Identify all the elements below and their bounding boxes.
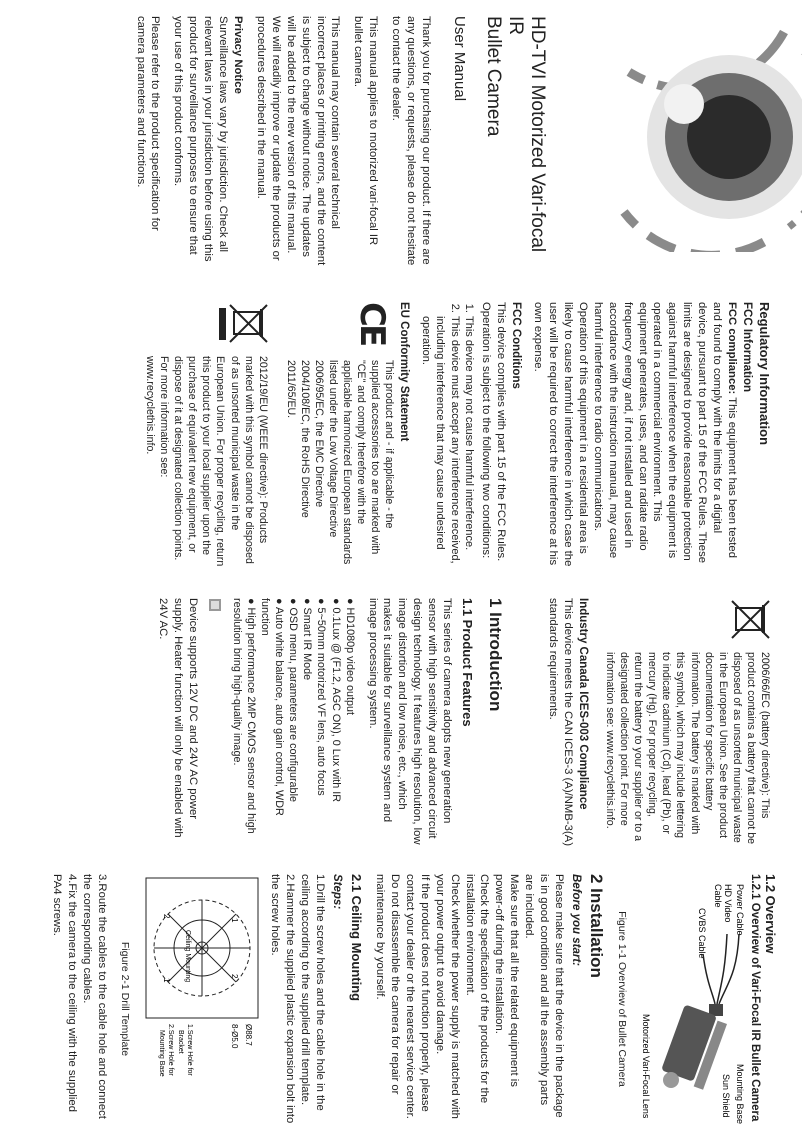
cover-column	[0, 0, 802, 283]
lens-label: Motorized Vari-Focal Lens	[641, 1014, 651, 1119]
ceiling-mounting-title: 2.1 Ceiling Mounting	[349, 874, 365, 1002]
install-item: If the product does not function properly, please contact your dealer or the nearest service center. Do not disassemble the camera for repair or maintenance by yourself.	[374, 874, 431, 1119]
regulatory-column	[0, 290, 802, 578]
privacy-title	[230, 16, 245, 269]
install-item: Make sure that all the related equipment is power-off during the installation.	[493, 874, 521, 1087]
drill-template-diagram	[140, 874, 260, 1124]
power-cable-label: Power Cable	[735, 884, 745, 936]
step-item: 3.Route the cables to the cable hole and connect the corresponding cables.	[80, 874, 108, 1119]
title-line-1: HD-TVI Motorized Vari-focal IR	[505, 16, 548, 253]
mounting-base-label: Mounting Base	[735, 1064, 745, 1124]
intro-column	[0, 586, 802, 854]
step-item: 4.Fix the camera to the ceiling with the supplied PA4 screws.	[50, 874, 78, 1112]
eu-conformity-title: EU Conformity Statement	[398, 302, 411, 442]
thanks-paragraph: Thank you for purchasing our product. If there are any questions, or requests, please do not hesitate to contact the dealer.	[390, 16, 432, 266]
battery-row	[595, 598, 772, 846]
camera-lens-graphic	[604, 12, 802, 252]
lens-highlight	[664, 84, 704, 124]
regulatory-title: Regulatory Information	[757, 302, 772, 446]
introduction-title: 1 Introduction	[486, 598, 506, 712]
cable-label: Cable	[713, 884, 723, 908]
fcc-conditions-list	[419, 302, 477, 568]
list-item: ● 5~50mm motorized VF lens, auto focus	[314, 598, 328, 846]
crossed-bin-icon	[720, 598, 772, 642]
ce-mark-icon: CE	[352, 302, 393, 345]
camera-overview-diagram	[637, 874, 747, 1124]
install-item: Check the specification of the products for the installation environment.	[463, 874, 491, 1104]
steps-label: Steps:	[331, 874, 344, 910]
step-item: 2.Hammer the supplied plastic expansion bolt into the screw holes.	[269, 874, 297, 1124]
power-supply-text: Device supports 12V DC and 24V AC power supply. Heater function will only be enabled with 24V AC.	[156, 598, 199, 838]
hole-number: 2	[161, 914, 171, 919]
installation-title: 2 Installation	[587, 874, 606, 978]
figure-2-caption: Figure 2-1 Drill Template	[118, 941, 131, 1057]
install-item: Check whether the power supply is matched with your power output to avoid damage.	[433, 874, 461, 1119]
industry-canada-text: This device meets the CAN ICES-3 (A)/NMB-3(A) standards requirements.	[546, 598, 574, 846]
install-item: Please make sure that the device in the package is in good condition and all the assembly parts are included.	[523, 874, 565, 1118]
legend-1b: Bracket	[176, 1030, 184, 1054]
battery-directive-text: 2006/66/EC (battery directive): This product contains a battery that cannot be disposed of as unsorted municipal waste in the European Union. See the product documentation for specific battery information. The battery is marked with this symbol, which may include lettering to indicate cadmium (Cd), lead (Pb), or mercury (Hg). For proper recycling, return the battery to your supplier or to a designated collection point. For more information see: www.recyclethis.info.	[603, 652, 771, 844]
figure-1-caption: Figure 1-1 Overview of Bullet Camera	[616, 911, 628, 1087]
hole-number: 1	[229, 918, 239, 923]
industry-canada-title: Industry Canada ICES-003 Compliance	[576, 598, 589, 810]
sun-shield-label: Sun Shield	[721, 1074, 731, 1118]
list-item: 2. This device must accept any interference received, including interference that may cause undesired operation.	[419, 316, 463, 568]
applies-paragraph: This manual applies to motorized vari-focal IR bullet camera.	[352, 16, 380, 246]
product-features-text: This series of camera adopts new generation sensor with high sensitivity and advanced circuit design technology. It features high resolution, low image distortion and low noise, etc., which makes it suitable for surveillance system and image processing system.	[366, 598, 454, 845]
ceiling-label: Ceiling Mounting	[183, 930, 191, 983]
list-item: ● Auto white balance, auto gain control, WDR function	[258, 598, 286, 846]
list-item: ● High performance 2MP CMOS sensor and high resolution bring high-quality image.	[230, 598, 258, 846]
product-features-title: 1.1 Product Features	[460, 598, 476, 727]
fcc-conditions-intro: This device complies with part 15 of the FCC Rules. Operation is subject to the following two conditions:	[480, 302, 508, 562]
eu-conformity-text: This product and - if applicable - the supplied accessories too are marked with "CE" and comply therefore with the applicable harmonized European standards listed under the Low Voltage Directive 2006/95/EC, the EMC Directive 2004/108/EC, the RoHS Directive 2011/65/EU.	[284, 360, 396, 565]
note-icon	[208, 598, 222, 612]
weee-text: 2012/19/EU (WEEE directive): Products marked with this symbol cannot be disposed of as unsorted municipal waste in the European Union. For proper recycling, return this product to your local supplier upon the purchase of equivalent new equipment, or dispose of it at designated collection points. For more information see: www.recyclethis.info.	[144, 356, 269, 567]
step-item: 1.Drill the screw holes and the cable hole in the ceiling according to the supplied drill template.	[299, 874, 327, 1111]
fcc-compliance-body: This equipment has been tested and found to comply with the limits for a digital device, pursuant to part 15 of the FCC Rules. These limits are designed to provide reasonable protection against harmful interference when the equipment is operated in a commercial environment. This equipment generates, uses, and can radiate radio frequency energy and, if not installed and used in accordance with the instruction manual, may cause harmful interference to radio communications. Operation of this equipment in a residential area is likely to cause harmful interference in which case the user will be required to correct the interference at his own expense.	[532, 302, 738, 567]
fcc-conditions-title: FCC Conditions	[510, 302, 523, 389]
list-item: ● OSD menu, parameters are configurable	[286, 598, 300, 846]
list-item: ● HD1080p video output	[343, 598, 357, 846]
hole-number: 1	[161, 978, 171, 983]
cable-line	[703, 934, 739, 1004]
weee-row	[135, 302, 270, 568]
overview-title: 1.2 Overview	[763, 874, 778, 954]
list-item: ● Smart IR Mode	[300, 598, 314, 846]
features-list	[230, 598, 357, 846]
privacy-heading: Privacy Notice	[232, 16, 245, 94]
manual-subtitle: User Manual	[451, 16, 468, 102]
list-item: ● 0.1Lux @ (F1.2, AGC ON), 0 Lux with IR	[328, 598, 342, 846]
fcc-compliance-text	[530, 302, 739, 568]
spec-paragraph: Please refer to the product specification for camera parameters and functions.	[134, 16, 162, 231]
diameter-label: Ø88.7	[243, 1024, 253, 1046]
crossed-bin-icon	[218, 302, 270, 346]
fcc-info-title: FCC Information	[741, 302, 753, 393]
legend-2: 2.Screw Hole for	[166, 1024, 174, 1076]
cvbs-cable-label: CVBS Cable	[697, 908, 707, 959]
hd-video-label: HD Video	[723, 884, 733, 923]
install-column	[0, 862, 802, 1134]
camera-body-icon	[661, 1004, 727, 1090]
manual-title	[482, 16, 548, 269]
hole-size-label: 8-Ø5.0	[229, 1024, 239, 1049]
list-item: 1. This device may not cause harmful interference.	[462, 316, 477, 568]
privacy-text: Surveillance laws vary by jurisdiction. Check all relevant laws in your jurisdiction before using this product for surveillance purposes to ensure that your use of this product conforms.	[172, 16, 230, 262]
power-note	[208, 598, 222, 846]
fcc-compliance-lead: FCC compliance:	[726, 302, 738, 395]
disclaimer-paragraph: This manual may contain several technical incorrect places or printing errors, and the content is subject to change without notice. The updates will be added to the new version of this manual. We will readily improve or update the products or procedures described in the manual.	[254, 16, 342, 266]
legend-1: 1.Screw Hole for	[185, 1024, 193, 1076]
hole-number: 2	[229, 974, 239, 979]
overview-subtitle: 1.2.1 Overview of Vari-Focal IR Bullet Camera	[749, 874, 761, 1122]
ce-row	[276, 302, 397, 568]
before-start-label: Before you start:	[570, 874, 582, 967]
title-line-2: Bullet Camera	[483, 16, 504, 137]
legend-2b: Mounting Base	[157, 1030, 165, 1077]
